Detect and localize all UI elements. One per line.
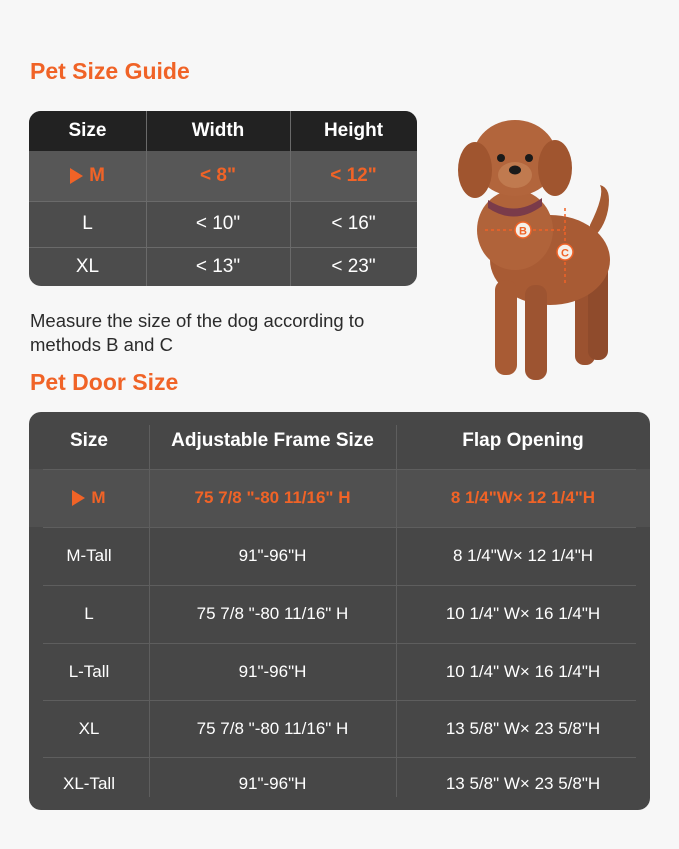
row-flap-opening: 8 1/4"W× 12 1/4"H: [452, 546, 594, 565]
selected-arrow-icon: [72, 490, 85, 506]
header-size: Size: [69, 429, 109, 451]
pet-size-guide-table: [29, 111, 417, 286]
table-row: [29, 757, 650, 810]
row-size: XL-Tall: [63, 773, 115, 793]
row-frame-size: 75 7/8 "-80 11/16" H: [196, 604, 349, 623]
column-divider: [146, 111, 147, 286]
row-height: < 23": [331, 255, 376, 277]
marker-b-label: B: [519, 225, 527, 238]
table-row: [29, 469, 650, 527]
row-size: L: [84, 604, 94, 623]
table-row: [29, 643, 650, 700]
size-label: M: [89, 165, 105, 186]
row-divider: [43, 469, 636, 470]
row-height: < 16": [331, 213, 376, 234]
dog-nose: [509, 166, 521, 175]
pet-size-guide-title: Pet Size Guide: [30, 58, 190, 84]
measure-instructions: Measure the size of the dog according to methods B and C: [30, 310, 365, 355]
header-frame-size: Adjustable Frame Size: [171, 429, 374, 451]
row-divider: [43, 527, 636, 528]
row-flap-opening: 13 5/8" W× 23 5/8"H: [445, 773, 601, 793]
row-frame-size: 91"-96"H: [238, 661, 307, 681]
row-size: L: [82, 213, 93, 234]
dog-eye: [497, 154, 505, 162]
row-size: [29, 469, 149, 527]
row-frame-size: 91"-96"H: [238, 773, 307, 793]
dog-eye: [525, 154, 533, 162]
row-height: < 12": [330, 165, 377, 186]
table-row: [29, 700, 650, 757]
row-frame-size: 75 7/8 "-80 11/16" H: [194, 488, 351, 507]
table-header-row: [29, 111, 417, 151]
row-flap-opening: 8 1/4"W× 12 1/4"H: [450, 488, 596, 507]
row-width: < 8": [200, 165, 236, 186]
row-divider: [43, 757, 636, 758]
size-label: M: [91, 488, 106, 507]
row-divider: [29, 201, 417, 202]
table-row: [29, 151, 417, 201]
column-divider: [149, 425, 150, 797]
row-flap-opening: 10 1/4" W× 16 1/4"H: [445, 661, 601, 681]
dog-ear: [458, 142, 492, 198]
row-size: [29, 151, 146, 201]
dog-front-leg: [495, 280, 517, 375]
pet-door-size-table: [29, 412, 650, 810]
table-row: [29, 585, 650, 643]
row-size: L-Tall: [68, 661, 110, 681]
row-size: XL: [78, 718, 100, 738]
pet-door-size-title: Pet Door Size: [30, 369, 179, 395]
dog-illustration: [440, 100, 640, 390]
row-flap-opening: 10 1/4" W× 16 1/4"H: [445, 604, 601, 623]
table-row: [29, 247, 417, 286]
row-divider: [43, 643, 636, 644]
header-flap-opening: Flap Opening: [462, 429, 584, 451]
row-divider: [29, 247, 417, 248]
table-row: [29, 201, 417, 247]
header-height: Height: [323, 120, 384, 141]
table-row: [29, 527, 650, 585]
header-width: Width: [191, 120, 245, 141]
marker-c-label: C: [561, 247, 569, 260]
row-divider: [43, 585, 636, 586]
row-size: XL: [75, 255, 100, 277]
row-frame-size: 75 7/8 "-80 11/16" H: [196, 718, 349, 738]
table-header-row: [29, 412, 650, 469]
row-divider: [43, 700, 636, 701]
dog-ear: [538, 140, 572, 196]
row-frame-size: 91"-96"H: [238, 546, 307, 565]
row-size: M-Tall: [66, 546, 112, 565]
column-divider: [290, 111, 291, 286]
row-flap-opening: 13 5/8" W× 23 5/8"H: [445, 718, 601, 738]
column-divider: [396, 425, 397, 797]
row-width: < 10": [195, 213, 241, 234]
selected-arrow-icon: [70, 168, 83, 184]
dog-front-leg: [525, 285, 547, 380]
row-width: < 13": [195, 255, 241, 277]
header-size: Size: [68, 120, 107, 141]
